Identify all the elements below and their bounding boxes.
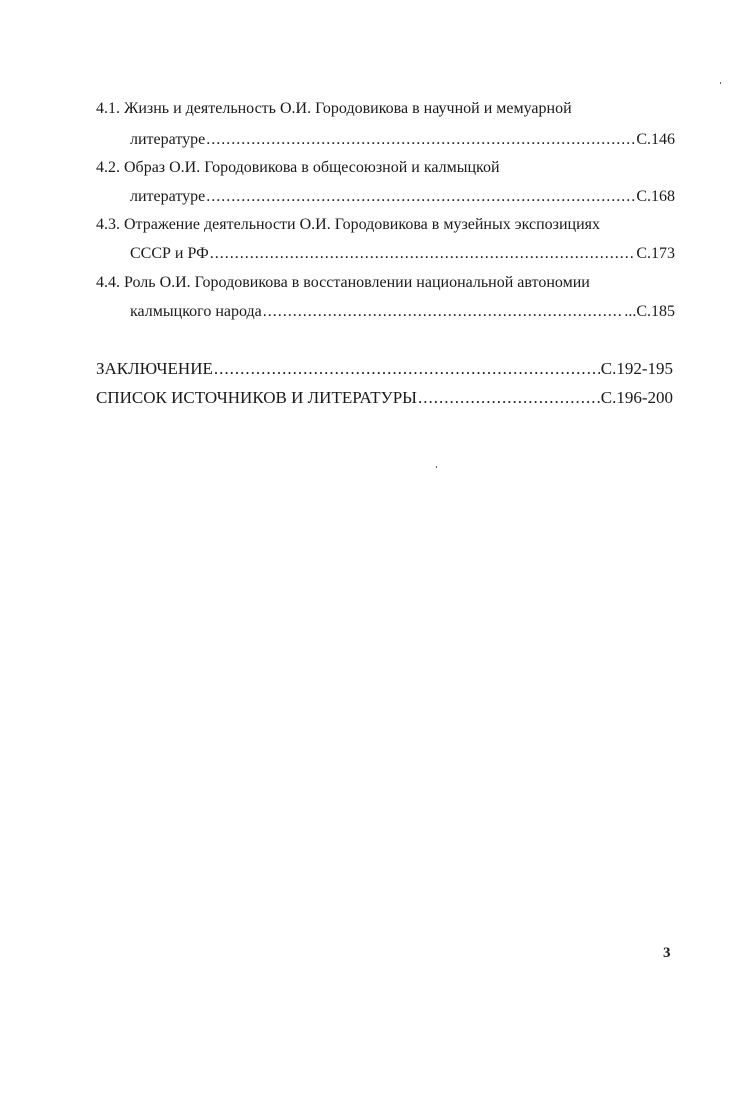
dot-leader — [206, 187, 635, 207]
toc-entry-4-3-title-cont: СССР и РФ — [130, 245, 209, 262]
toc-sources-page: С.196-200 — [600, 388, 673, 407]
page-number: 3 — [663, 945, 671, 961]
dot-leader — [263, 302, 624, 322]
toc-entry-4-4-title-cont: калмыцкого народа — [130, 303, 262, 320]
toc-entry-4-1-page: С.146 — [636, 131, 675, 148]
toc-entry-4-2-page: С.168 — [636, 188, 675, 205]
toc-entry-4-2-title-cont: литературе — [130, 188, 206, 205]
toc-entry-4-4-page: ...С.185 — [624, 303, 675, 320]
scan-speck — [720, 82, 721, 84]
toc-entry-4-4-title: 4.4. Роль О.И. Городовикова в восстановлении национальной автономии — [96, 274, 590, 291]
scan-speck — [436, 466, 437, 468]
toc-conclusion-page: С.192-195 — [600, 359, 673, 378]
toc-entry-4-3-title: 4.3. Отражение деятельности О.И. Городовикова в музейных экспозициях — [96, 216, 601, 233]
toc-entry-4-2-leader-line — [130, 187, 675, 207]
dot-leader — [418, 388, 600, 408]
dot-leader — [206, 130, 635, 150]
toc-conclusion-line — [96, 359, 673, 379]
toc-sources-line — [96, 388, 673, 408]
toc-conclusion-label: ЗАКЛЮЧЕНИЕ — [96, 359, 213, 378]
toc-entry-4-3-page: С.173 — [636, 245, 675, 262]
dot-leader — [214, 359, 600, 379]
toc-entry-4-1-title: 4.1. Жизнь и деятельность О.И. Городовикова в научной и мемуарной — [96, 100, 572, 117]
dot-leader — [210, 244, 636, 264]
toc-entry-4-4-leader-line — [130, 302, 675, 322]
toc-entry-4-2-title: 4.2. Образ О.И. Городовикова в общесоюзной и калмыцкой — [96, 159, 500, 176]
toc-entry-4-1-leader-line — [130, 130, 675, 150]
toc-entry-4-1-title-cont: литературе — [130, 131, 206, 148]
toc-sources-label: СПИСОК ИСТОЧНИКОВ И ЛИТЕРАТУРЫ — [96, 388, 417, 407]
toc-entry-4-3-leader-line — [130, 244, 675, 264]
